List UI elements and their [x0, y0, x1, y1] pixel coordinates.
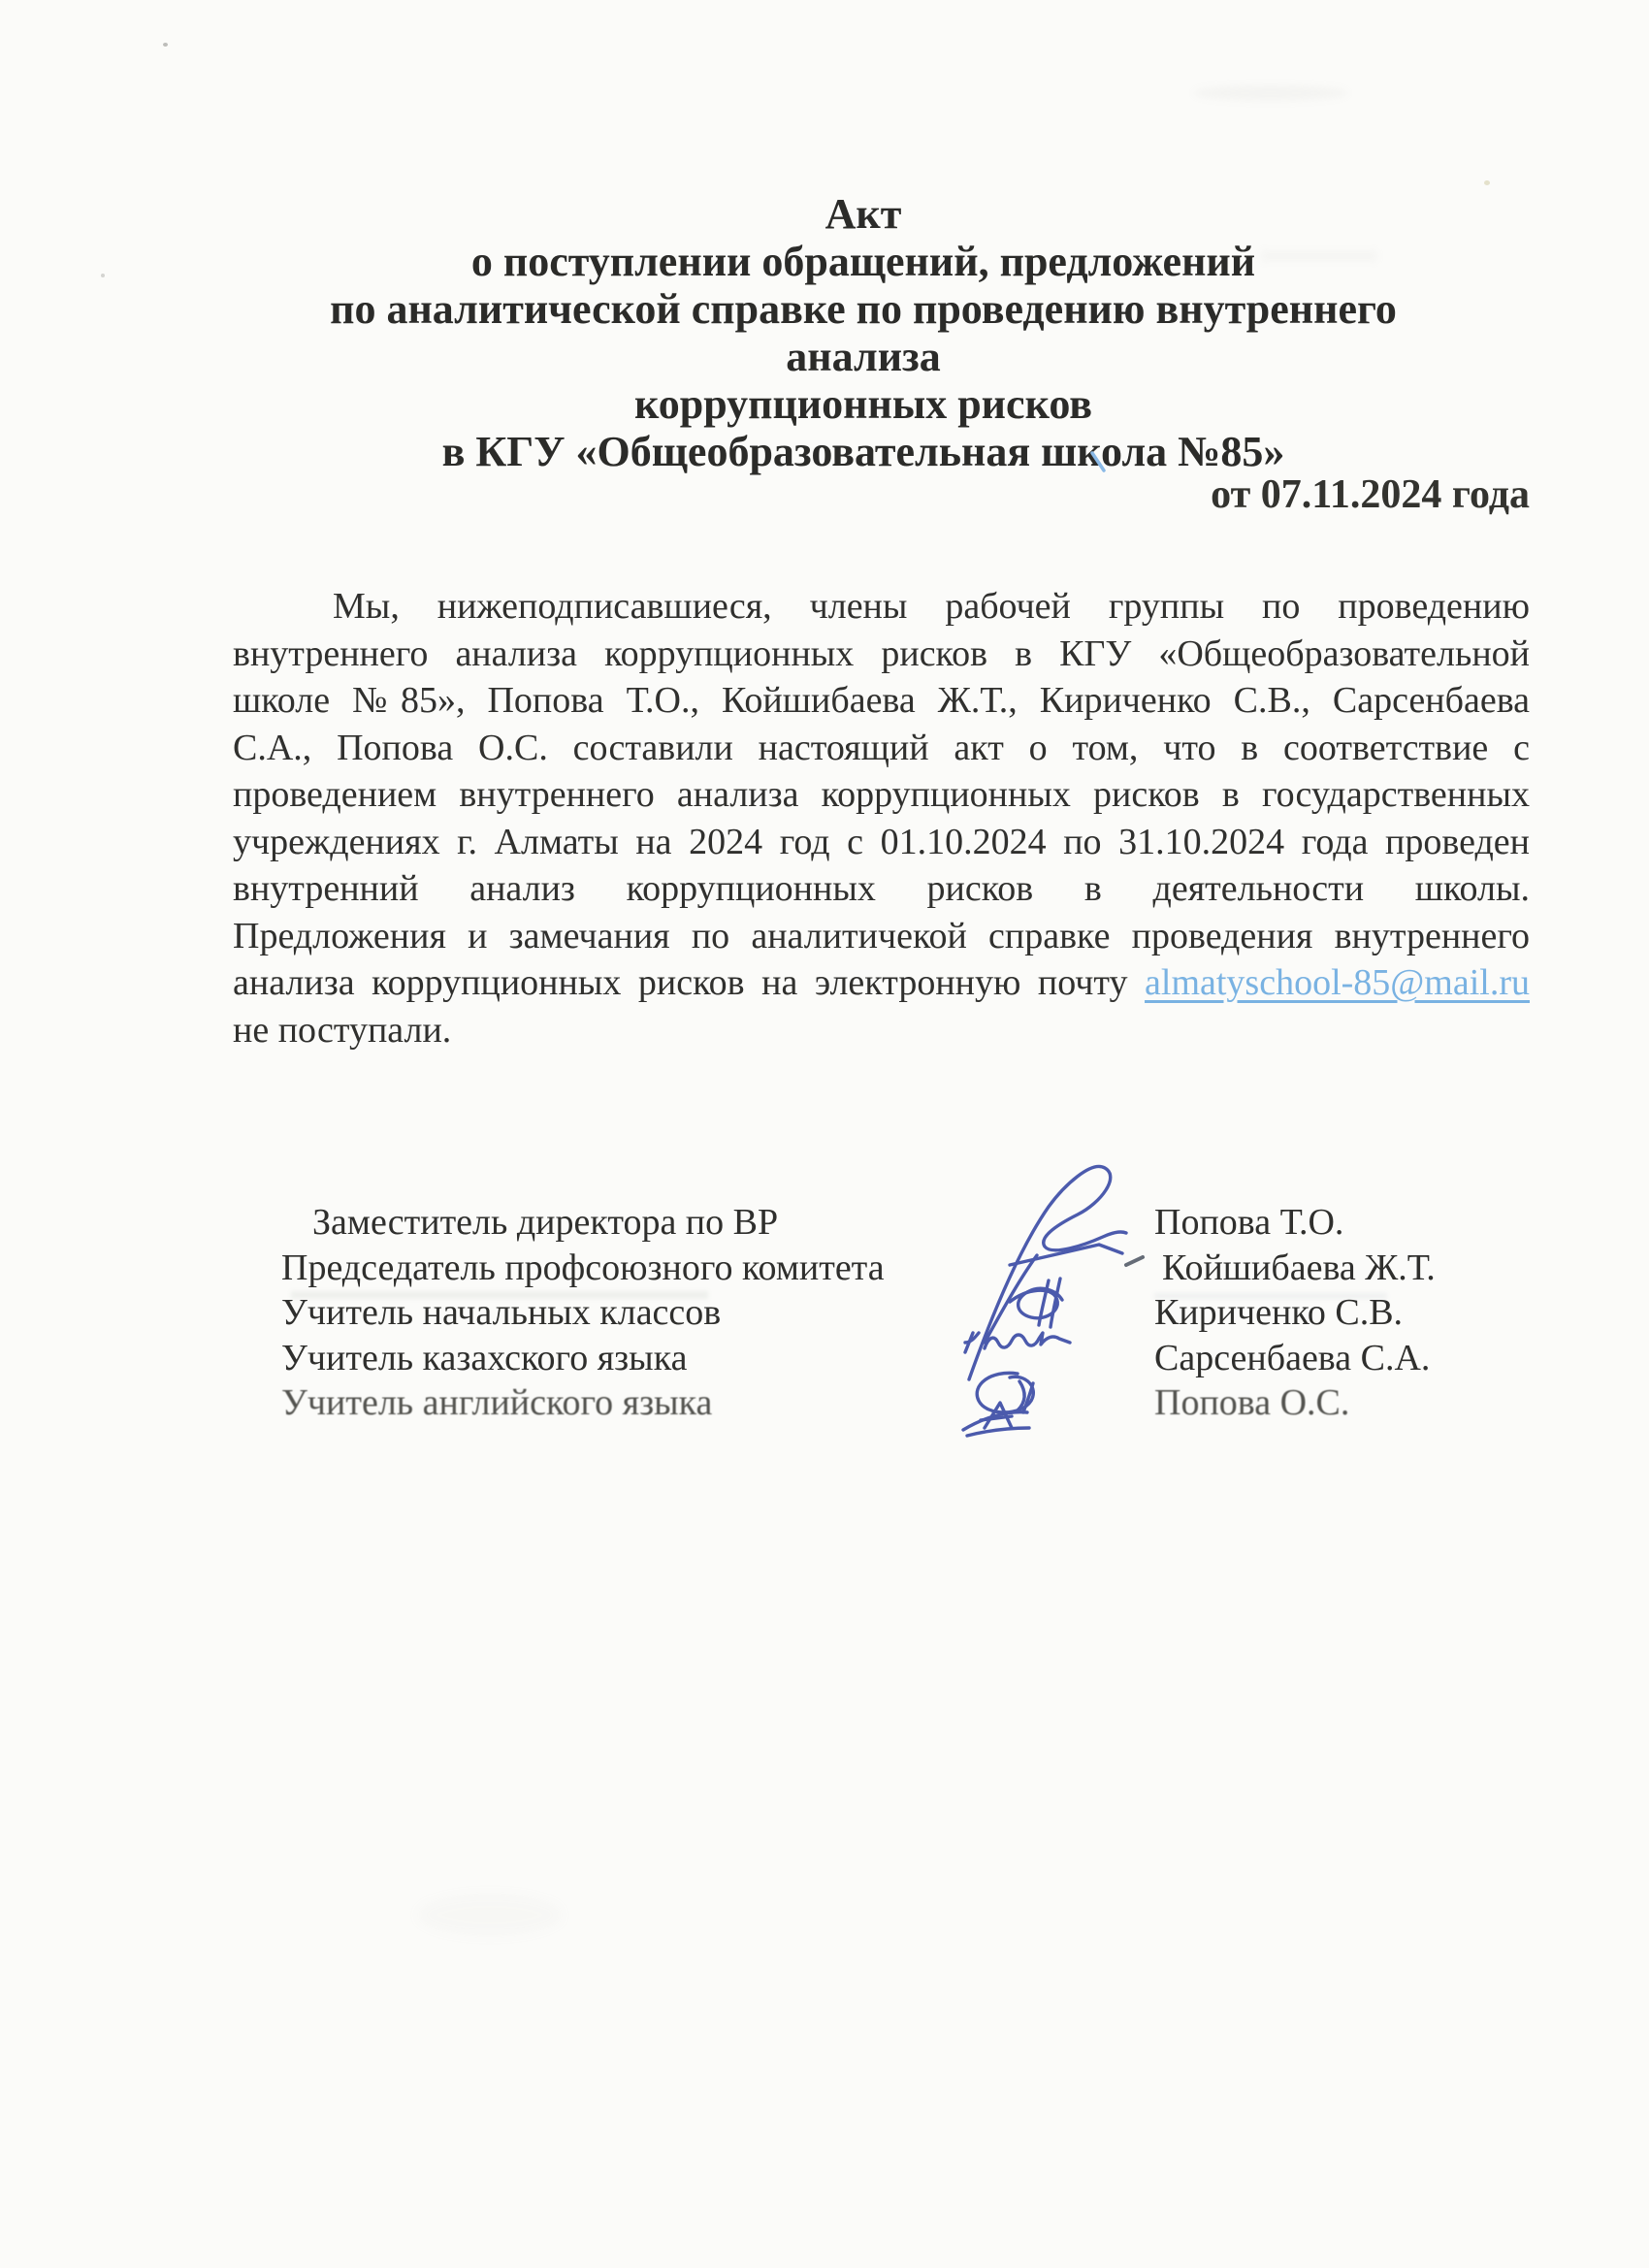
title-line: по аналитической справке по проведению внутреннего анализа: [330, 285, 1397, 380]
body-paragraph: [233, 583, 1530, 1053]
email-line-prefix: анализа коррупционных рисков на электронную почту: [233, 962, 1146, 1003]
signatory-row: [0, 1289, 1649, 1335]
signatory-row: [0, 1245, 1649, 1290]
signatory-position: Учитель английского языка: [281, 1382, 713, 1423]
body-line: школе №85», Попова Т.О., Койшибаева Ж.Т., Кириченко С.В., Сарсенбаева: [233, 680, 1530, 721]
document-date: от 07.11.2024 года: [1211, 472, 1530, 517]
scan-smudge: [1193, 85, 1348, 101]
scan-speck: [1484, 180, 1490, 185]
signatory-row: [0, 1335, 1649, 1380]
title-line: Акт: [824, 190, 902, 238]
title-line: в КГУ «Общеобразовательная школа №85»: [441, 428, 1285, 475]
signatory-row: [0, 1199, 1649, 1245]
scan-speck: [163, 43, 168, 47]
scan-speck: [101, 274, 105, 277]
body-line: учреждениях г. Алматы на 2024 год с 01.10.2024 по 31.10.2024 года проведен: [233, 821, 1530, 862]
scan-smudge: [417, 1894, 563, 1936]
signatory-name: Кириченко С.В.: [1154, 1292, 1404, 1333]
body-line: Предложения и замечания по аналитичекой справке проведения внутреннего: [233, 915, 1530, 956]
body-line: проведением внутреннего анализа коррупционных рисков в государственных: [233, 774, 1530, 815]
signatory-position: Учитель казахского языка: [281, 1337, 688, 1378]
email-link[interactable]: almatyschool-85@mail.ru: [1145, 962, 1530, 1003]
signatory-name: Попова О.С.: [1154, 1382, 1350, 1423]
body-line: Мы, нижеподписавшиеся, члены рабочей группы по проведению: [333, 586, 1530, 627]
signature-scribbles: [955, 1147, 1159, 1442]
signatory-name: Попова Т.О.: [1154, 1202, 1344, 1243]
signature-section: [0, 1199, 1649, 1425]
signatory-position: Учитель начальных классов: [281, 1292, 722, 1333]
document-title: [257, 190, 1470, 475]
signatory-row: [0, 1379, 1649, 1425]
signatory-position: Заместитель директора по ВР: [312, 1202, 779, 1243]
body-line: внутренний анализ коррупционных рисков в деятельности школы.: [233, 868, 1530, 909]
signatory-position: Председатель профсоюзного комитета: [281, 1247, 885, 1288]
body-line-last: не поступали.: [233, 1009, 452, 1051]
title-line: о поступлении обращений, предложений: [470, 238, 1256, 285]
signatory-name: Койшибаева Ж.Т.: [1162, 1247, 1436, 1288]
body-line-with-email: [233, 959, 1530, 1007]
body-line: внутреннего анализа коррупционных рисков в КГУ «Общеобразовательной: [233, 632, 1530, 674]
title-line: коррупционных рисков: [633, 380, 1093, 428]
signatory-name: Сарсенбаева С.А.: [1154, 1337, 1431, 1378]
body-line: С.А., Попова О.С. составили настоящий акт о том, что в соответствие с: [233, 727, 1530, 768]
